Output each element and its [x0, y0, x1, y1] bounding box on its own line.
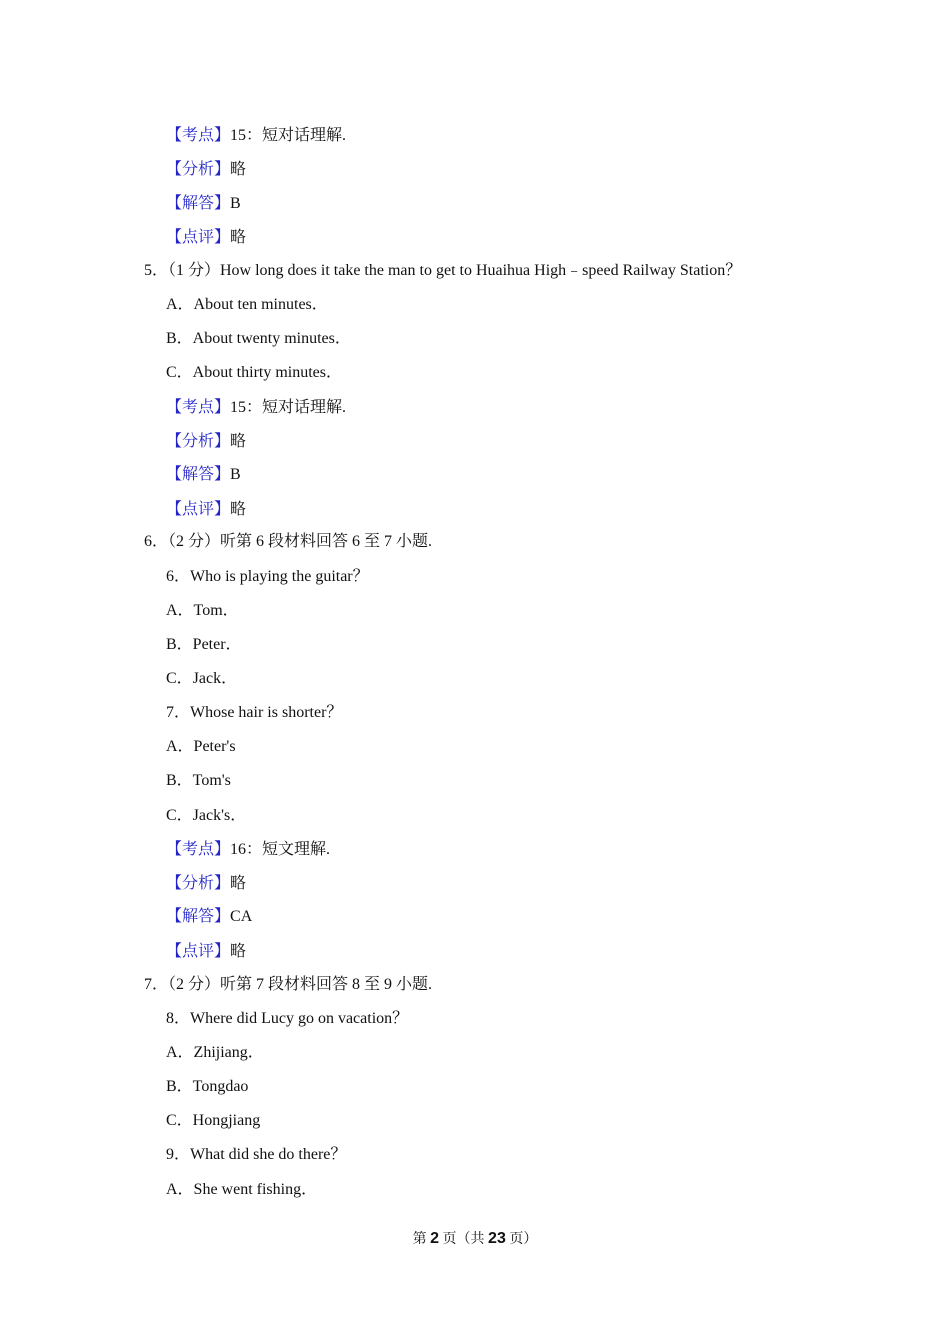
q7-sub-question-8: 8．Where did Lucy go on vacation？ [166, 1010, 409, 1027]
q7-sub1-option-a: A．Zhijiang． [166, 1044, 264, 1061]
kaodian-line [166, 840, 330, 860]
fenxi-label: 【分析】 [166, 433, 231, 450]
jieda-label: 【解答】 [166, 466, 231, 483]
fenxi-text: 略 [230, 875, 247, 892]
q6-sub-question-6: 6．Who is playing the guitar？ [166, 568, 369, 585]
fenxi-label: 【分析】 [166, 161, 231, 178]
jieda-label: 【解答】 [166, 908, 231, 925]
footer-page-number: 2 [430, 1230, 440, 1247]
dianping-label: 【点评】 [166, 501, 231, 518]
dianping-label: 【点评】 [166, 229, 231, 246]
q6-sub-question-7: 7．Whose hair is shorter？ [166, 704, 343, 721]
fenxi-label: 【分析】 [166, 875, 231, 892]
fenxi-text: 略 [230, 433, 247, 450]
dianping-text: 略 [230, 229, 247, 246]
q5-option-a: A．About ten minutes． [166, 296, 328, 313]
question-5-stem: 5．（1 分）How long does it take the man to get to Huaihua High﹣speed Railway Station？ [144, 262, 742, 279]
kaodian-text: 16：短文理解. [230, 841, 331, 858]
page-footer [0, 1229, 950, 1250]
dianping-text: 略 [230, 943, 247, 960]
kaodian-label: 【考点】 [166, 399, 231, 416]
kaodian-line [166, 126, 346, 146]
footer-suffix: 页） [505, 1232, 538, 1247]
fenxi-line [166, 160, 246, 180]
kaodian-label: 【考点】 [166, 127, 231, 144]
fenxi-line [166, 874, 246, 894]
q6-sub2-option-b: B．Tom's [166, 772, 231, 789]
q6-sub1-option-c: C．Jack． [166, 670, 238, 687]
jieda-label: 【解答】 [166, 195, 231, 212]
q6-sub1-option-a: A．Tom． [166, 602, 239, 619]
jieda-line [166, 465, 241, 485]
dianping-line [166, 228, 246, 248]
jieda-text: B [230, 466, 241, 483]
footer-prefix: 第 [412, 1232, 431, 1247]
jieda-line [166, 194, 241, 214]
dianping-label: 【点评】 [166, 943, 231, 960]
q6-sub2-option-a: A．Peter's [166, 738, 236, 755]
question-7-stem: 7．（2 分）听第 7 段材料回答 8 至 9 小题. [144, 976, 433, 993]
dianping-text: 略 [230, 501, 247, 518]
q6-sub1-option-b: B．Peter． [166, 636, 242, 653]
kaodian-label: 【考点】 [166, 841, 231, 858]
fenxi-text: 略 [230, 161, 247, 178]
jieda-text: B [230, 195, 241, 212]
kaodian-text: 15：短对话理解. [230, 399, 347, 416]
q5-option-c: C．About thirty minutes． [166, 364, 343, 381]
footer-middle: 页（共 [439, 1232, 489, 1247]
q7-sub2-option-a: A．She went fishing． [166, 1181, 318, 1198]
q5-option-b: B．About twenty minutes． [166, 330, 351, 347]
fenxi-line [166, 432, 246, 452]
q7-sub1-option-b: B．Tongdao [166, 1078, 249, 1095]
dianping-line [166, 500, 246, 520]
q7-sub1-option-c: C．Hongjiang [166, 1112, 261, 1129]
footer-total-pages: 23 [488, 1230, 506, 1247]
jieda-text: CA [230, 908, 253, 925]
question-6-stem: 6．（2 分）听第 6 段材料回答 6 至 7 小题. [144, 533, 433, 550]
kaodian-text: 15：短对话理解. [230, 127, 347, 144]
q6-sub2-option-c: C．Jack's． [166, 807, 247, 824]
jieda-line [166, 907, 252, 927]
q7-sub-question-9: 9．What did she do there？ [166, 1146, 347, 1163]
kaodian-line [166, 398, 346, 418]
dianping-line [166, 942, 246, 962]
